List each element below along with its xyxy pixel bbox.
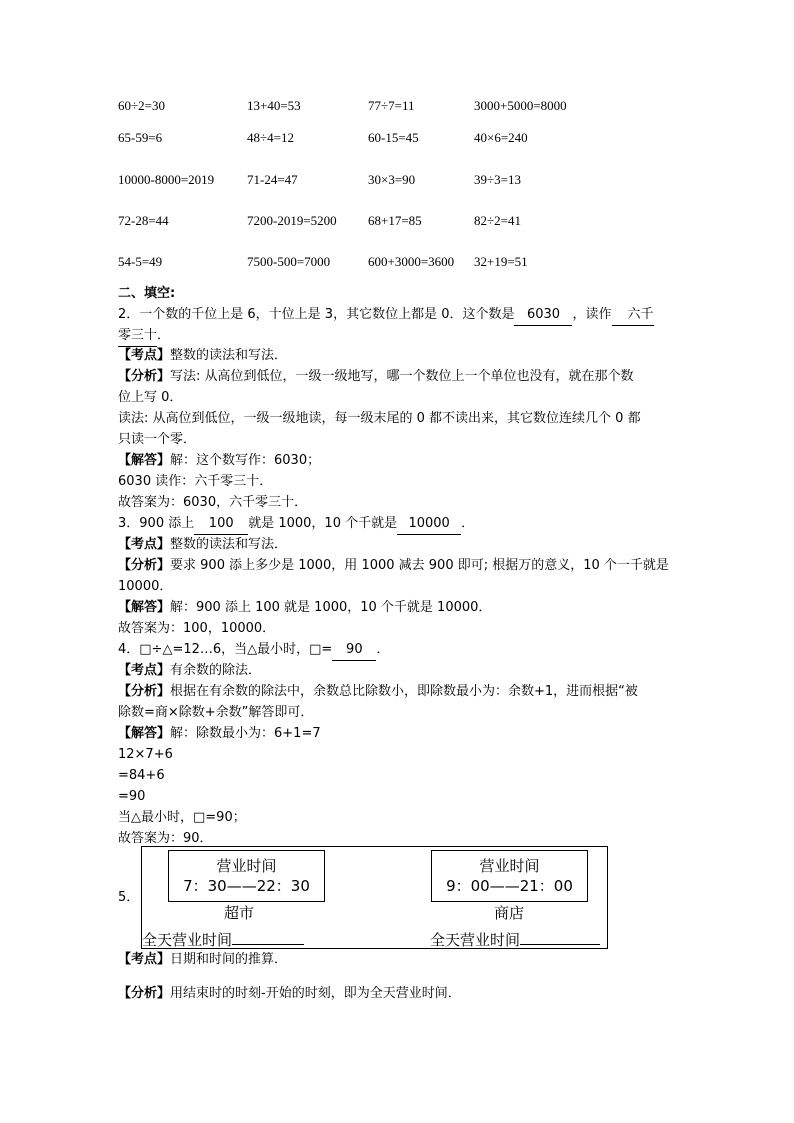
kaodian-tag: 【考点】 — [118, 663, 171, 678]
q5-kaodian — [118, 950, 287, 970]
calc-item: 71-24=47 — [247, 172, 298, 187]
kaodian-tag: 【考点】 — [118, 348, 171, 363]
q2-text-mid: ，读作 — [572, 307, 612, 322]
q4-text: 4．□÷△=12…6，当△最小时，□= — [118, 642, 333, 657]
store2-hours-title: 营业时间 — [479, 857, 540, 875]
total-hours-2 — [430, 930, 600, 950]
q3-end: ． — [461, 516, 475, 531]
q4-fenxi — [118, 682, 638, 702]
q2-question — [118, 305, 654, 326]
calc-item: 32+19=51 — [474, 254, 528, 269]
kaodian-text: 有余数的除法． — [170, 663, 262, 678]
jieda-text: 解：这个数写作：6030； — [170, 453, 321, 468]
q3-fenxi-2: 10000． — [118, 579, 173, 594]
jieda-tag: 【解答】 — [118, 453, 171, 468]
fenxi-text: 根据在有余数的除法中，余数总比除数小，即除数最小为：余数+1，进而根据“被 — [170, 684, 638, 699]
q2-text: 2．一个数的千位上是 6，十位上是 3，其它数位上都是 0．这个数是 — [118, 307, 515, 322]
calc-item: 68+17=85 — [368, 213, 422, 228]
fenxi-text: 要求 900 添上多少是 1000，用 1000 减去 900 即可; 根据万的意义，10 个一千就是 — [170, 558, 669, 573]
calc-item: 30×3=90 — [368, 172, 416, 187]
calc-item: 7200-2019=5200 — [247, 213, 337, 228]
q2-fenxi — [118, 367, 634, 387]
kaodian-tag: 【考点】 — [118, 952, 171, 967]
q2-jieda-2: 6030 读作：六千零三十． — [118, 474, 273, 489]
q2-answer-reading-b: 零三十 — [118, 326, 157, 347]
q5-fenxi — [118, 984, 461, 1004]
q3-answer-2: 10000 — [397, 514, 461, 535]
q3-question — [118, 514, 474, 535]
calc-item: 39÷3=13 — [474, 172, 521, 187]
q3-answer-1: 100 — [194, 514, 248, 535]
q2-fenxi-2: 位上写 0． — [118, 390, 183, 405]
q2-jieda — [118, 451, 320, 471]
q2-answer-reading-a: 六千 — [612, 305, 654, 326]
calc-item: 40×6=240 — [474, 130, 528, 145]
calc-item: 7500-500=7000 — [247, 254, 331, 269]
store1-hours: 7：30——22：30 — [183, 877, 310, 895]
q2-jieda-3: 故答案为：6030，六千零三十． — [118, 495, 308, 510]
kaodian-text: 日期和时间的推算． — [170, 952, 288, 967]
q4-end: ． — [376, 642, 390, 657]
calc-item: 10000-8000=2019 — [118, 172, 215, 187]
q4-answer: 90 — [332, 640, 376, 661]
jieda-tag: 【解答】 — [118, 600, 171, 615]
total-hours-blank-1 — [232, 930, 304, 945]
total-hours-1 — [142, 930, 304, 950]
store2-hours: 9：00——21：00 — [446, 877, 573, 895]
fenxi-tag: 【分析】 — [118, 558, 171, 573]
total-hours-label-2: 全天营业时间 — [430, 931, 521, 949]
jieda-text: 解：900 添上 100 就是 1000，10 个千就是 10000． — [170, 600, 492, 615]
total-hours-blank-2 — [520, 930, 600, 945]
kaodian-text: 整数的读法和写法． — [170, 537, 288, 552]
q5-figure — [141, 846, 608, 949]
kaodian-text: 整数的读法和写法． — [170, 348, 288, 363]
q2-fenxi-4: 只读一个零． — [118, 432, 197, 447]
q4-jieda-2: 12×7+6 — [118, 747, 173, 762]
q4-fenxi-2: 除数=商×除数+余数”解答即可． — [118, 705, 314, 720]
calc-item: 60÷2=30 — [118, 98, 165, 113]
section-title: 二、填空: — [118, 286, 176, 301]
jieda-tag: 【解答】 — [118, 726, 171, 741]
calc-item: 60-15=45 — [368, 130, 419, 145]
kaodian-tag: 【考点】 — [118, 537, 171, 552]
q2-answer-number: 6030 — [514, 305, 572, 326]
calc-item: 3000+5000=8000 — [474, 98, 567, 113]
store2-name: 商店 — [494, 904, 525, 922]
q3-fenxi — [118, 556, 669, 576]
q2-end: ． — [157, 328, 171, 343]
total-hours-label-1: 全天营业时间 — [142, 931, 233, 949]
calc-item: 65-59=6 — [118, 130, 163, 145]
q3-jieda-2: 故答案为：100，10000． — [118, 621, 276, 636]
fenxi-tag: 【分析】 — [118, 369, 171, 384]
q4-jieda-3: =84+6 — [118, 768, 165, 783]
q4-jieda-4: =90 — [118, 789, 146, 804]
fenxi-text: 写法: 从高位到低位，一级一级地写，哪一个数位上一个单位也没有，就在那个数 — [170, 369, 634, 384]
q5-number: 5． — [118, 890, 140, 905]
q3-text: 3．900 添上 — [118, 516, 195, 531]
q4-kaodian — [118, 661, 261, 681]
calc-item: 600+3000=3600 — [368, 254, 455, 269]
store1-hours-box — [168, 850, 325, 902]
store1-name: 超市 — [224, 904, 255, 922]
q2-fenxi-3: 读法: 从高位到低位，一级一级地读，每一级末尾的 0 都不读出来，其它数位连续几个 0 都 — [118, 411, 641, 426]
fenxi-tag: 【分析】 — [118, 986, 171, 1001]
store1-hours-title: 营业时间 — [216, 857, 277, 875]
calc-item: 54-5=49 — [118, 254, 163, 269]
q2-kaodian — [118, 346, 287, 366]
q4-jieda-5: 当△最小时，□=90； — [118, 810, 246, 825]
q4-jieda — [118, 724, 321, 744]
q3-jieda — [118, 598, 491, 618]
fenxi-text: 用结束时的时刻-开始的时刻，即为全天营业时间． — [170, 986, 461, 1001]
q3-text-mid: 就是 1000，10 个千就是 — [248, 516, 398, 531]
q4-question — [118, 640, 389, 661]
calc-item: 72-28=44 — [118, 213, 169, 228]
q2-question-line2 — [118, 326, 170, 347]
store2-hours-box — [431, 850, 588, 902]
calc-item: 48÷4=12 — [247, 130, 294, 145]
calc-item: 13+40=53 — [247, 98, 301, 113]
q4-jieda-6: 故答案为：90． — [118, 831, 213, 846]
jieda-text: 解：除数最小为：6+1=7 — [170, 726, 321, 741]
calc-item: 77÷7=11 — [368, 98, 415, 113]
fenxi-tag: 【分析】 — [118, 684, 171, 699]
calc-item: 82÷2=41 — [474, 213, 521, 228]
q3-kaodian — [118, 535, 287, 555]
